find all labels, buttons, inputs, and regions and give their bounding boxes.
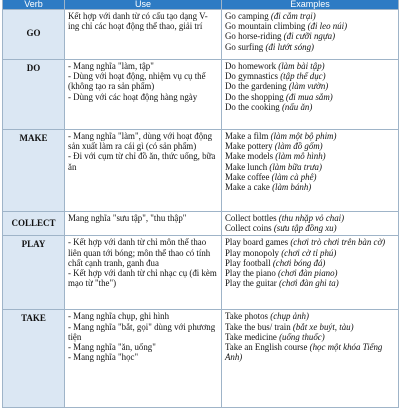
example-vietnamese: (chơi đàn ghi ta)	[278, 278, 339, 289]
example-vietnamese: (đi cưỡi ngựa)	[283, 31, 336, 42]
verb-cell: PLAY	[3, 236, 65, 310]
example-line	[225, 223, 395, 233]
example-line	[225, 268, 395, 278]
use-line: Mang nghĩa "sưu tập", "thu thập"	[68, 213, 187, 223]
use-line: Kết hợp với danh từ có cấu tạo dạng V-ing chỉ các hoạt động thể thao, giải trí	[68, 11, 208, 32]
use-cell	[65, 236, 222, 310]
example-vietnamese: (nấu ăn)	[281, 101, 313, 112]
header-examples: Examples	[222, 0, 399, 10]
example-line	[225, 11, 395, 21]
example-line	[225, 31, 395, 41]
use-line: - Mang nghĩa "làm", dùng với hoạt động sản xuất làm ra cái gì (có sản phẩm)	[68, 131, 213, 152]
use-line: - Dùng với các hoạt động hàng ngày	[68, 91, 198, 102]
verb-cell: TAKE	[3, 310, 65, 408]
table-row	[3, 10, 399, 60]
example-line	[225, 81, 395, 91]
example-vietnamese: (làm một bộ phim)	[270, 131, 337, 141]
example-line	[225, 248, 395, 258]
example-vietnamese: (chơi bóng đá)	[272, 257, 326, 268]
example-vietnamese: (học một khóa Tiếng Anh)	[225, 342, 383, 363]
use-line: - Mang nghĩa chụp, ghi hình	[68, 311, 170, 322]
example-english: Do gymnastics	[225, 71, 281, 82]
example-vietnamese: (đi mua sắm)	[285, 91, 333, 102]
example-line	[225, 162, 395, 172]
example-line	[225, 102, 395, 112]
example-line	[225, 172, 395, 182]
example-line	[225, 311, 395, 321]
table-row	[3, 310, 399, 408]
verb-cell: MAKE	[3, 130, 65, 212]
use-line: - Dùng với hoạt động, nhiệm vụ cụ thể (không tạo ra sản phẩm)	[68, 71, 206, 92]
example-english: Do the cooking	[225, 101, 282, 112]
example-vietnamese: (tập thể dục)	[280, 71, 326, 82]
use-cell	[65, 310, 222, 408]
use-cell	[65, 10, 222, 60]
example-vietnamese: (làm đồ gốm)	[274, 141, 323, 152]
table-row	[3, 236, 399, 310]
example-english: Collect coins	[225, 223, 274, 234]
example-line	[225, 332, 395, 342]
example-line	[225, 213, 395, 223]
examples-cell	[222, 236, 399, 310]
examples-cell	[222, 60, 399, 130]
example-vietnamese: (sưu tập đồng xu)	[273, 223, 337, 234]
example-line	[225, 342, 395, 362]
example-english: Play football	[225, 257, 273, 268]
example-vietnamese: (làm cà phê)	[271, 171, 317, 182]
example-line	[225, 182, 395, 192]
example-english: Go horse-riding	[225, 31, 284, 42]
example-english: Make a film	[225, 131, 271, 141]
example-vietnamese: (đi cắm trại)	[270, 11, 316, 21]
example-vietnamese: (bắt xe buýt, tàu)	[292, 321, 354, 332]
verb-cell: GO	[3, 10, 65, 60]
example-english: Play monopoly	[225, 247, 282, 258]
use-cell	[65, 60, 222, 130]
example-line	[225, 131, 395, 141]
example-vietnamese: (làm mô hình)	[275, 151, 326, 162]
use-line: - Mang nghĩa "bắt, gọi" dùng với phương tiện	[68, 321, 216, 342]
example-vietnamese: (làm bữa trưa)	[269, 161, 322, 172]
use-line: - Đi với cụm từ chỉ đồ ăn, thức uống, bữa ăn	[68, 151, 216, 172]
example-vietnamese: (chơi đàn piano)	[278, 268, 338, 279]
example-english: Make lunch	[225, 161, 270, 172]
example-english: Make a cake	[225, 182, 273, 193]
example-english: Make models	[225, 151, 276, 162]
example-line	[225, 92, 395, 102]
example-english: Take the bus/ train	[225, 321, 293, 332]
examples-cell	[222, 130, 399, 212]
example-vietnamese: (làm bánh)	[272, 182, 312, 193]
example-english: Play board games	[225, 237, 291, 248]
examples-cell	[222, 10, 399, 60]
example-vietnamese: (làm vườn)	[288, 81, 329, 92]
verb-usage-table	[2, 0, 399, 408]
use-line: - Mang nghĩa "ăn, uống"	[68, 342, 156, 353]
example-english: Go mountain climbing	[225, 21, 308, 32]
table-row	[3, 212, 399, 236]
use-line: - Kết hợp với danh từ chỉ môn thể thao liên quan tới bóng; môn thể thao có tính chất cạnh tranh, ganh đua	[68, 237, 211, 268]
use-line: - Kết hợp với danh từ chỉ nhạc cụ (đi kèm mạo từ "the")	[68, 268, 217, 289]
header-verb: Verb	[3, 0, 65, 10]
table-row	[3, 130, 399, 212]
example-line	[225, 42, 395, 52]
example-english: Go camping	[225, 11, 271, 21]
examples-cell	[222, 212, 399, 236]
example-vietnamese: (đi lướt sóng)	[265, 41, 314, 52]
example-vietnamese: (uống thuốc)	[279, 331, 325, 342]
example-english: Take medicine	[225, 331, 280, 342]
use-cell	[65, 212, 222, 236]
example-english: Take photos	[225, 311, 271, 322]
use-cell	[65, 130, 222, 212]
example-vietnamese: (đi leo núi)	[307, 21, 348, 32]
example-line	[225, 21, 395, 31]
example-line	[225, 322, 395, 332]
example-english: Take an English course	[225, 342, 310, 353]
verb-cell: COLLECT	[3, 212, 65, 236]
example-english: Collect bottles	[225, 213, 279, 223]
example-line	[225, 278, 395, 288]
example-vietnamese: (thu nhặp vỏ chai)	[278, 213, 345, 223]
examples-cell	[222, 310, 399, 408]
example-vietnamese: (chụp ảnh)	[270, 311, 309, 322]
header-use: Use	[65, 0, 222, 10]
example-line	[225, 237, 395, 247]
example-english: Go surfing	[225, 41, 266, 52]
example-line	[225, 151, 395, 161]
example-english: Do homework	[225, 61, 279, 71]
example-vietnamese: (chơi cờ tỉ phú)	[281, 247, 337, 258]
use-line: - Mang nghĩa "học"	[68, 352, 139, 363]
example-line	[225, 258, 395, 268]
example-english: Play the piano	[225, 268, 278, 279]
example-line	[225, 71, 395, 81]
example-english: Make coffee	[225, 171, 272, 182]
table-header-row	[3, 0, 399, 10]
example-vietnamese: (làm bài tập)	[278, 61, 325, 71]
example-english: Play the guitar	[225, 278, 279, 289]
example-vietnamese: (chơi trò chơi trên bàn cờ)	[290, 237, 386, 248]
verb-cell: DO	[3, 60, 65, 130]
example-line	[225, 141, 395, 151]
example-english: Do the gardening	[225, 81, 289, 92]
table-row	[3, 60, 399, 130]
example-line	[225, 61, 395, 71]
use-line: - Mang nghĩa "làm, tập"	[68, 61, 154, 71]
example-english: Do the shopping	[225, 91, 286, 102]
example-english: Make pottery	[225, 141, 275, 152]
